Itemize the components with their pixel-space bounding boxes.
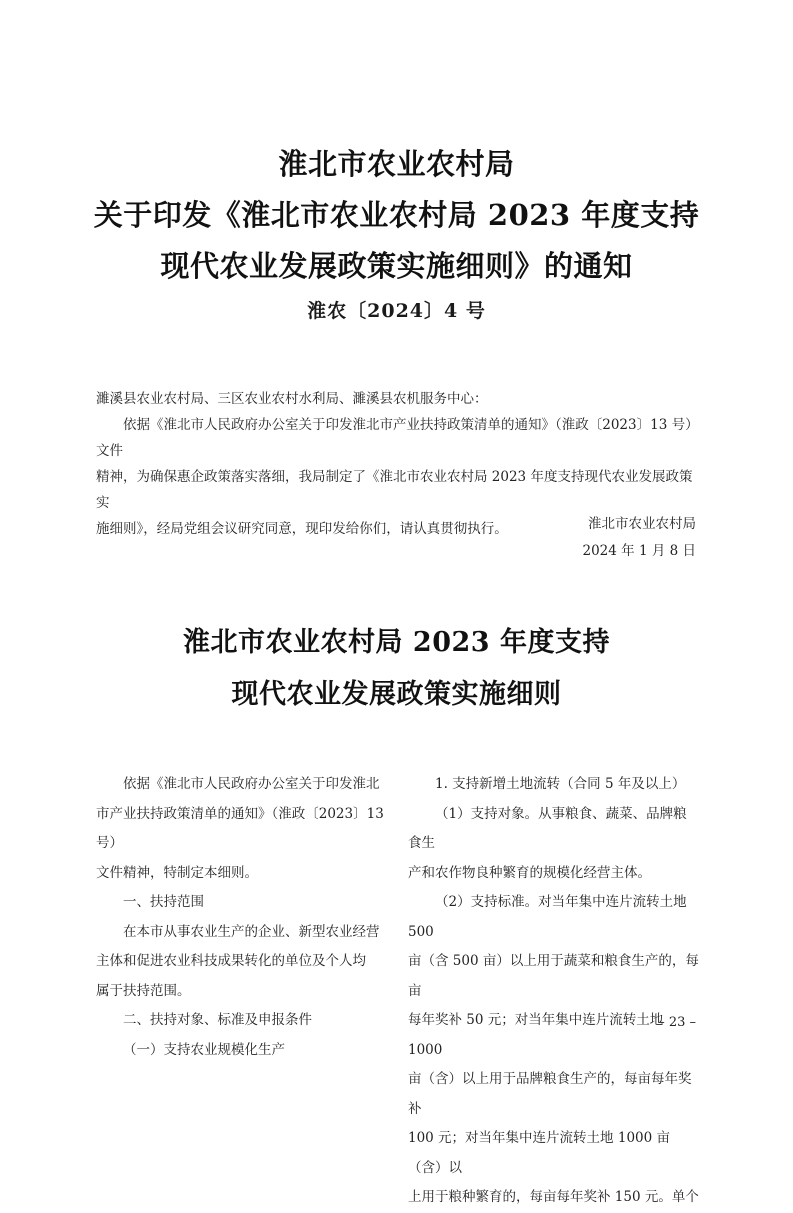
section-heading-objects: 二、扶持对象、标准及申报条件: [123, 1012, 312, 1028]
right-line-6: 每年奖补 50 元；对当年集中连片流转土地 1000: [408, 1012, 664, 1058]
notice-title-line-3: 现代农业发展政策实施细则》的通知: [160, 249, 633, 283]
rules-title-line-2: 现代农业发展政策实施细则: [231, 679, 562, 710]
signature-date: 2024 年 1 月 8 日: [582, 543, 696, 559]
left-line-6: 主体和促进农业科技成果转化的单位及个人均: [96, 953, 366, 969]
rules-title-line-1: 淮北市农业农村局 2023 年度支持: [183, 627, 610, 658]
signature: 淮北市农业农村局: [588, 516, 696, 532]
right-line-2: （1）支持对象。从事粮食、蔬菜、品牌粮食生: [408, 805, 687, 851]
right-line-3: 产和农作物良种繁育的规模化经营主体。: [408, 864, 651, 881]
notice-paragraph-line-3: 施细则》，经局党组会议研究同意，现印发给你们，请认真贯彻执行。: [96, 521, 508, 537]
notice-title-line-1: 淮北市农业农村局: [278, 147, 515, 181]
notice-paragraph-line-2: 精神，为确保惠企政策落实落细，我局制定了《淮北市农业农村局 2023 年度支持现代农业发展政策实: [96, 469, 693, 511]
right-line-7: 亩（含）以上用于品牌粮食生产的，每亩每年奖补: [408, 1071, 692, 1117]
right-line-4: （2）支持标准。对当年集中连片流转土地 500: [408, 894, 687, 940]
left-line-3: 文件精神，特制定本细则。: [96, 864, 258, 881]
left-line-5: 在本市从事农业生产的企业、新型农业经营: [123, 923, 380, 940]
left-column: [96, 770, 388, 1065]
right-line-5: 亩（含 500 亩）以上用于蔬菜和粮食生产的，每亩: [408, 953, 699, 999]
recipients: 濉溪县农业农村局、三区农业农村水利局、濉溪县农机服务中心：: [96, 391, 488, 407]
subsection-heading: （一）支持农业规模化生产: [123, 1041, 285, 1058]
notice-paragraph-line-1: 依据《淮北市人民政府办公室关于印发淮北市产业扶持政策清单的通知》（淮政〔2023〕13 号）文件: [96, 417, 699, 459]
right-column: [408, 770, 700, 1213]
section-heading-scope: 一、扶持范围: [123, 894, 204, 910]
left-line-1: 依据《淮北市人民政府办公室关于印发淮北: [123, 776, 380, 792]
left-line-2: 市产业扶持政策清单的通知》（淮政〔2023〕13 号）: [96, 805, 384, 851]
right-line-1: 1. 支持新增土地流转（合同 5 年及以上）: [435, 776, 686, 792]
page-number: – 23 –: [658, 1015, 696, 1030]
left-line-7: 属于扶持范围。: [96, 982, 191, 999]
right-line-9: 上用于粮种繁育的，每亩每年奖补 150 元。单个: [408, 1189, 699, 1205]
document-number: 淮农〔2024〕4 号: [307, 300, 486, 322]
notice-title-line-2: 关于印发《淮北市农业农村局 2023 年度支持: [93, 198, 700, 232]
right-line-8: 100 元；对当年集中连片流转土地 1000 亩（含）以: [408, 1130, 670, 1176]
